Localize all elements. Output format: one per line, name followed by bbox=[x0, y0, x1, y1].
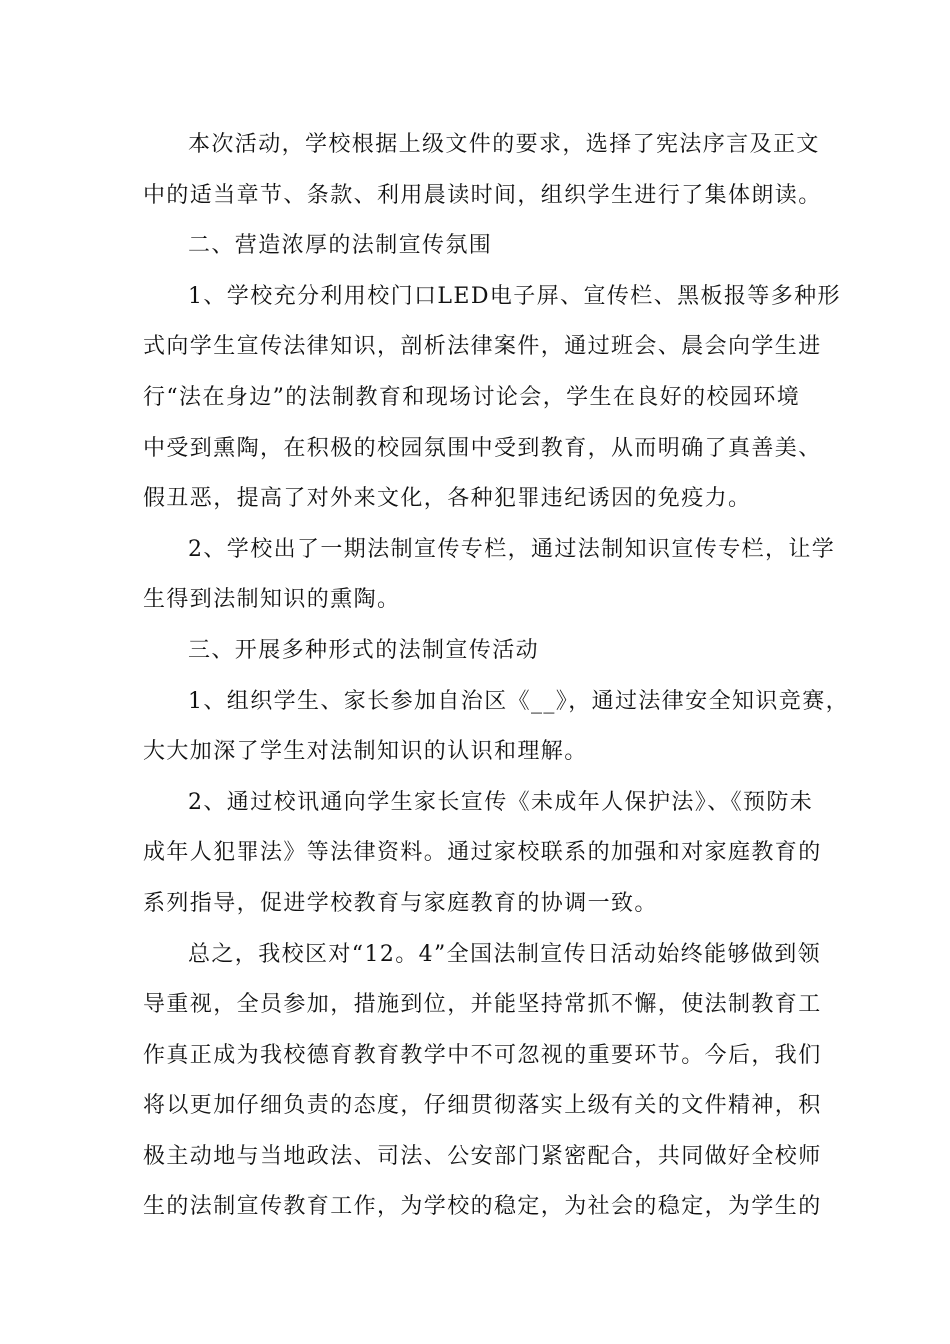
text-line: 极主动地与当地政法、司法、公安部门紧密配合，共同做好全校师 bbox=[143, 1143, 822, 1169]
text-line: 行“法在身边”的法制教育和现场讨论会，学生在良好的校园环境 bbox=[143, 384, 801, 410]
text-line: 导重视，全员参加，措施到位，并能坚持常抓不懈，使法制教育工 bbox=[143, 992, 822, 1018]
text-line: 总之，我校区对“12。4”全国法制宣传日活动始终能够做到领 bbox=[188, 941, 822, 967]
text-line: 式向学生宣传法律知识，剖析法律案件，通过班会、晨会向学生进 bbox=[143, 334, 822, 360]
text-line: 作真正成为我校德育教育教学中不可忽视的重要环节。今后，我们 bbox=[143, 1042, 822, 1068]
text-line: 1、组织学生、家长参加自治区《__》，通过法律安全知识竞赛， bbox=[188, 688, 849, 714]
text-line: 生的法制宣传教育工作，为学校的稳定，为社会的稳定，为学生的 bbox=[143, 1194, 822, 1220]
text-line: 成年人犯罪法》等法律资料。通过家校联系的加强和对家庭教育的 bbox=[143, 840, 822, 866]
document-body bbox=[143, 132, 849, 1245]
text-line: 中的适当章节、条款、利用晨读时间，组织学生进行了集体朗读。 bbox=[143, 182, 822, 208]
text-line: 系列指导，促进学校教育与家庭教育的协调一致。 bbox=[143, 890, 658, 916]
text-line: 2、学校出了一期法制宣传专栏，通过法制知识宣传专栏，让学 bbox=[188, 536, 836, 562]
text-line: 本次活动，学校根据上级文件的要求，选择了宪法序言及正文 bbox=[188, 132, 820, 157]
text-line: 生得到法制知识的熏陶。 bbox=[143, 587, 401, 613]
section-heading: 三、开展多种形式的法制宣传活动 bbox=[188, 637, 540, 663]
section-heading: 二、营造浓厚的法制宣传氛围 bbox=[188, 233, 493, 259]
text-line: 2、通过校讯通向学生家长宣传《未成年人保护法》、《预防未 bbox=[188, 789, 814, 815]
text-line: 大大加深了学生对法制知识的认识和理解。 bbox=[143, 739, 588, 765]
text-line: 将以更加仔细负责的态度，仔细贯彻落实上级有关的文件精神，积 bbox=[143, 1093, 822, 1119]
text-line: 中受到熏陶，在积极的校园氛围中受到教育，从而明确了真善美、 bbox=[143, 435, 822, 461]
text-line: 假丑恶，提高了对外来文化，各种犯罪违纪诱因的免疫力。 bbox=[143, 486, 752, 512]
text-line: 1、学校充分利用校门口LED电子屏、宣传栏、黑板报等多种形 bbox=[188, 283, 841, 309]
